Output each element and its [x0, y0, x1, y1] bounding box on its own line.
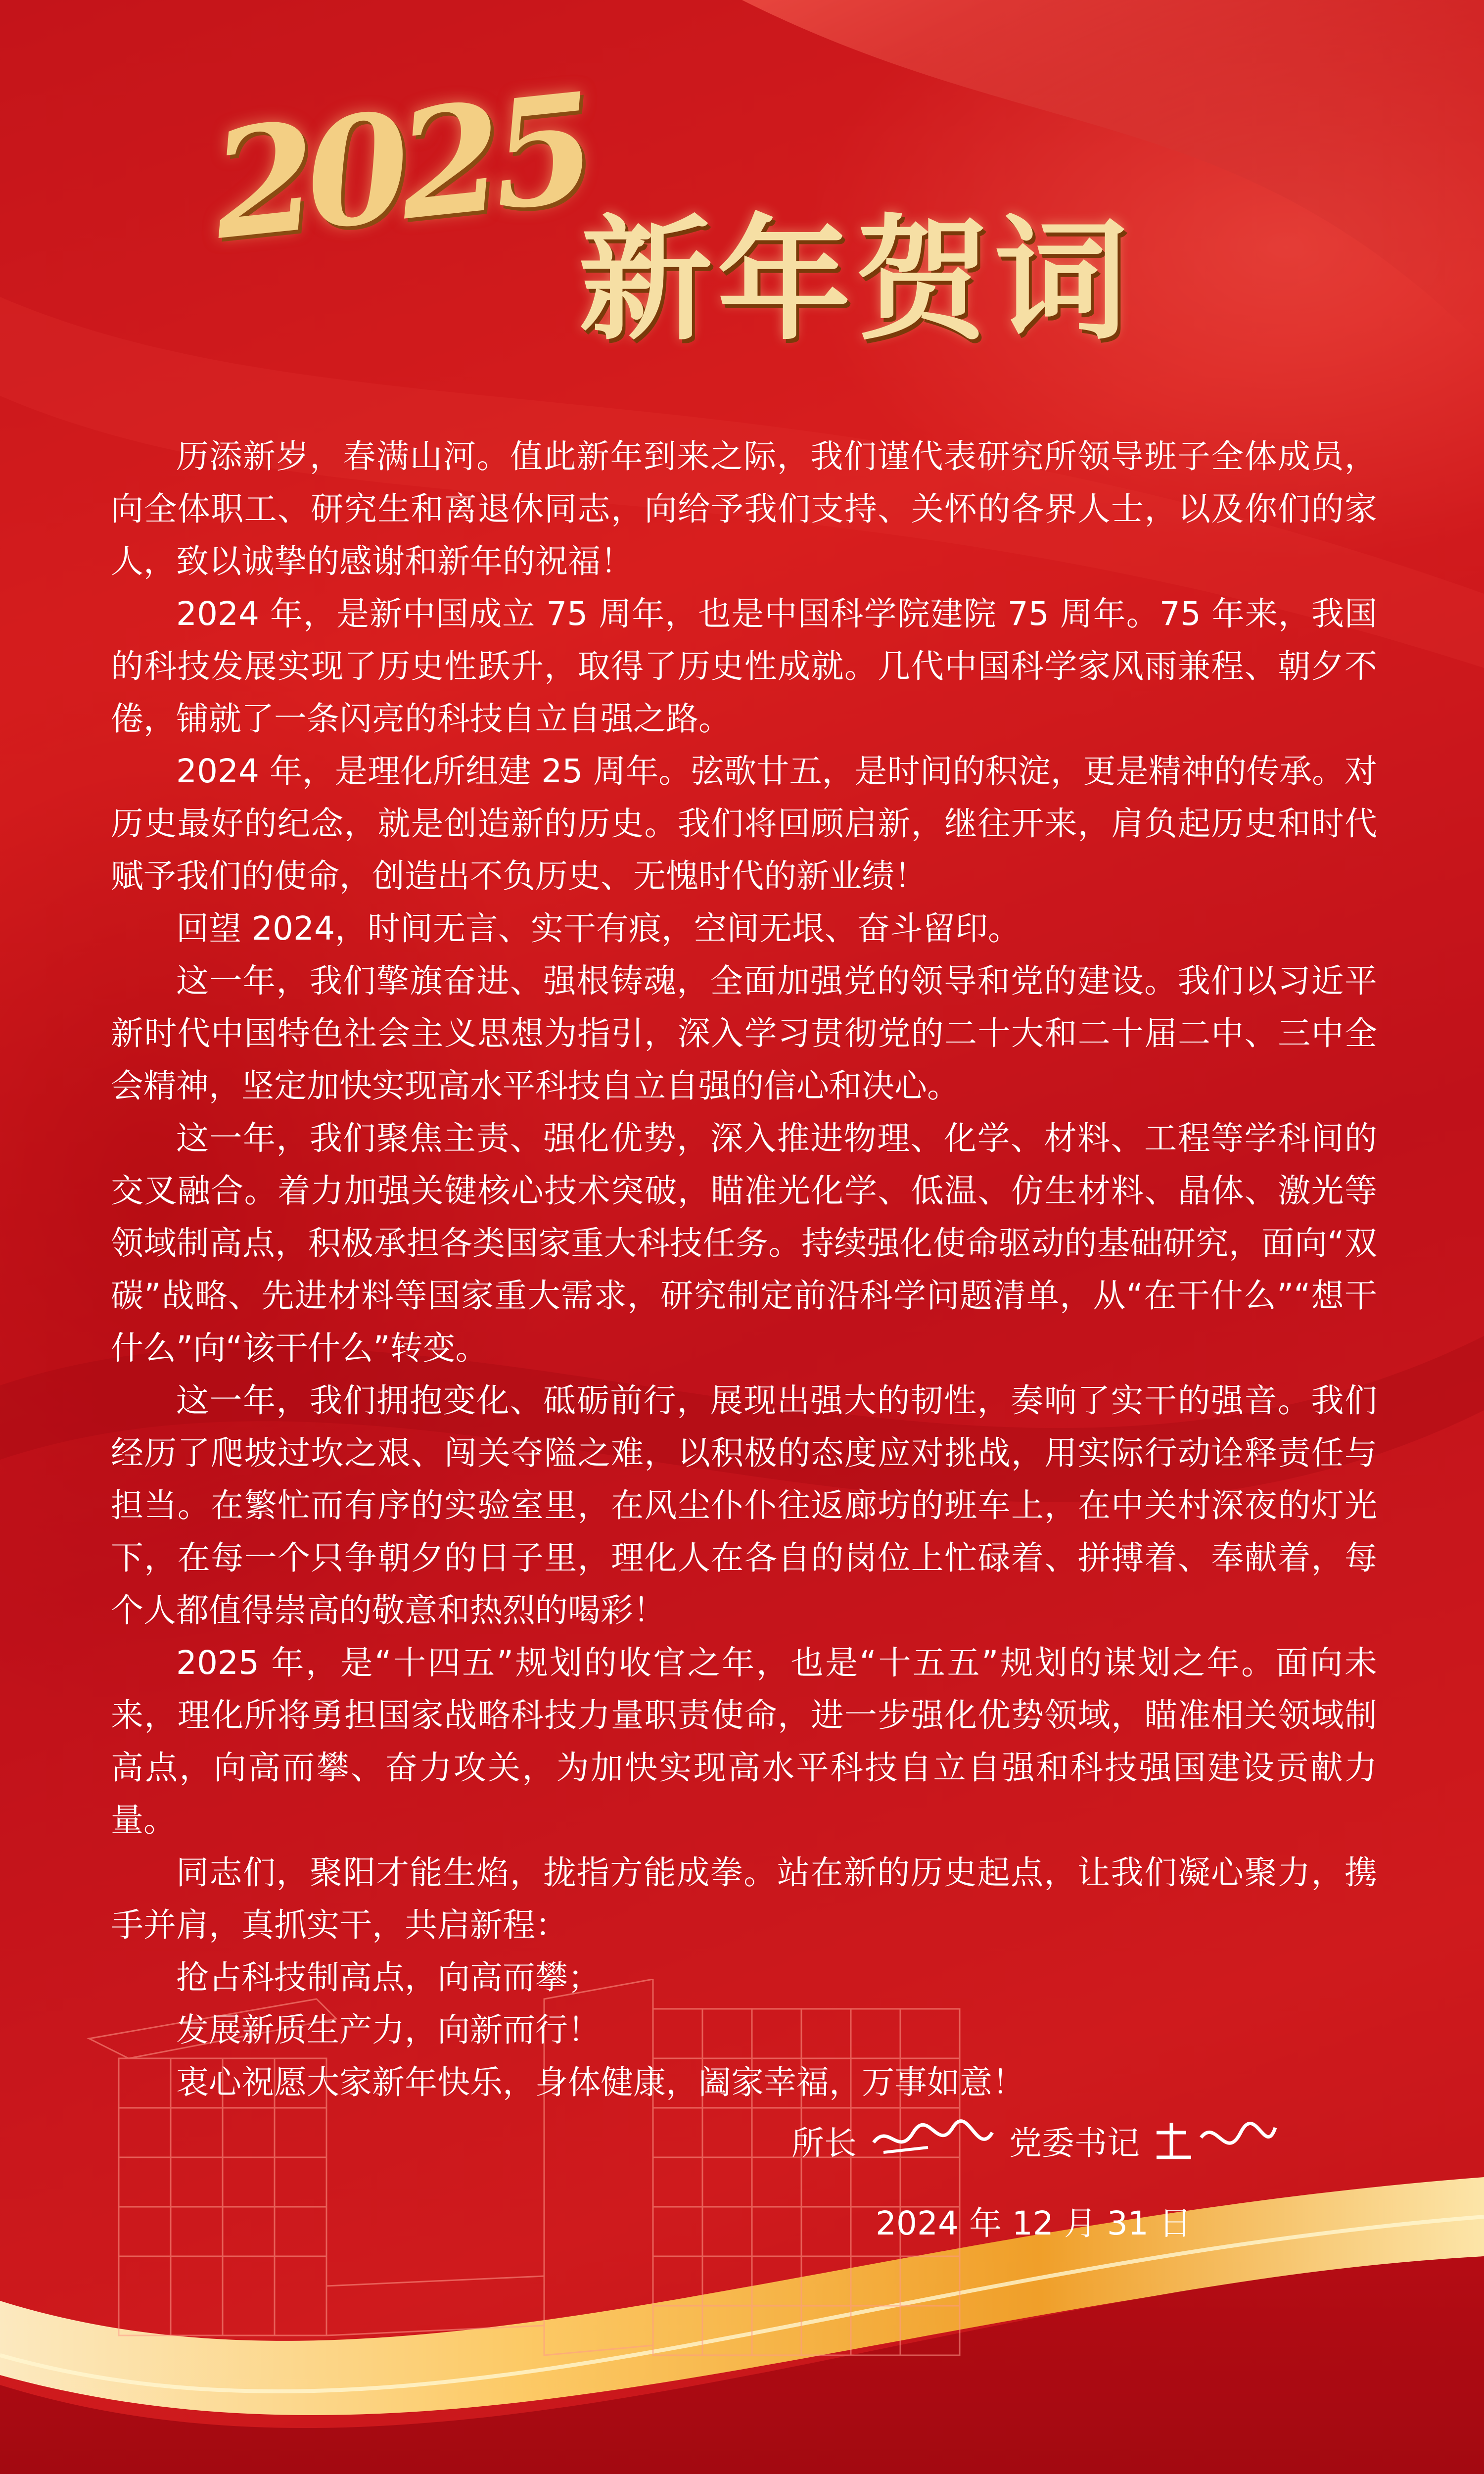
paragraph: 回望 2024，时间无言、实干有痕，空间无垠、奋斗留印。 [176, 909, 1020, 948]
paragraph: 2024 年，是理化所组建 25 周年。弦歌廿五，是时间的积淀，更是精神的传承。对历史最好的纪念，就是创造新的历史。我们将回顾启新，继往开来，肩负起历史和时代赋予我们的使命，创造出不负历史、无愧时代的新业绩！ [111, 752, 1377, 895]
signature-line [791, 2113, 1280, 2167]
signature-date: 2024 年 12 月 31 日 [876, 2204, 1192, 2242]
paragraph: 2025 年，是“十四五”规划的收官之年，也是“十五五”规划的谋划之年。面向未来，理化所将勇担国家战略科技力量职责使命，进一步强化优势领域，瞄准相关领域制高点，向高而攀、奋力攻关，为加快实现高水平科技自立自强和科技强国建设贡献力量。 [111, 1644, 1377, 1839]
greeting-body [111, 430, 1377, 2109]
paragraph: 同志们，聚阳才能生焰，拢指方能成拳。站在新的历史起点，让我们凝心聚力，携手并肩，真抓实干，共启新程： [111, 1854, 1377, 1944]
title-block [204, 60, 1301, 358]
paragraph: 这一年，我们擎旗奋进、强根铸魂，全面加强党的领导和党的建设。我们以习近平新时代中国特色社会主义思想为指引，深入学习贯彻党的二十大和二十届二中、三中全会精神，坚定加快实现高水平科技自立自强的信心和决心。 [111, 962, 1377, 1105]
paragraph: 历添新岁，春满山河。值此新年到来之际，我们谨代表研究所领导班子全体成员，向全体职工、研究生和离退休同志，向给予我们支持、关怀的各界人士，以及你们的家人，致以诚挚的感谢和新年的祝福！ [111, 437, 1377, 580]
director-title: 所长 [791, 2124, 857, 2162]
paragraph: 这一年，我们聚焦主责、强化优势，深入推进物理、化学、材料、工程等学科间的交叉融合。着力加强关键核心技术突破，瞄准光化学、低温、仿生材料、晶体、激光等领域制高点，积极承担各类国家重大科技任务。持续强化使命驱动的基础研究，面向“双碳”战略、先进材料等国家重大需求，研究制定前沿科学问题清单，从“在干什么”“想干什么”向“该干什么”转变。 [111, 1119, 1377, 1367]
secretary-title: 党委书记 [1009, 2124, 1140, 2162]
slogan-line: 衷心祝愿大家新年快乐，身体健康，阖家幸福，万事如意！ [176, 2063, 1025, 2101]
title-year: 2025 [204, 60, 595, 273]
slogan-line: 抢占科技制高点，向高而攀； [176, 1958, 601, 1997]
slogan-line: 发展新质生产力，向新而行！ [176, 2011, 601, 2049]
title-headline: 新年贺词 [579, 202, 1133, 358]
secretary-signature [1152, 2113, 1280, 2167]
paragraph: 这一年，我们拥抱变化、砥砺前行，展现出强大的韧性，奏响了实干的强音。我们经历了爬坡过坎之艰、闯关夺隘之难，以积极的态度应对挑战，用实际行动诠释责任与担当。在繁忙而有序的实验室里，在风尘仆仆往返廊坊的班车上，在中关村深夜的灯光下，在每一个只争朝夕的日子里，理化人在各自的岗位上忙碌着、拼搏着、奉献着，每个人都值得崇高的敬意和热烈的喝彩！ [111, 1381, 1377, 1629]
director-signature [869, 2113, 997, 2167]
paragraph: 2024 年，是新中国成立 75 周年，也是中国科学院建院 75 周年。75 年来，我国的科技发展实现了历史性跃升，取得了历史性成就。几代中国科学家风雨兼程、朝夕不倦，铺就了一条闪亮的科技自立自强之路。 [111, 595, 1377, 738]
